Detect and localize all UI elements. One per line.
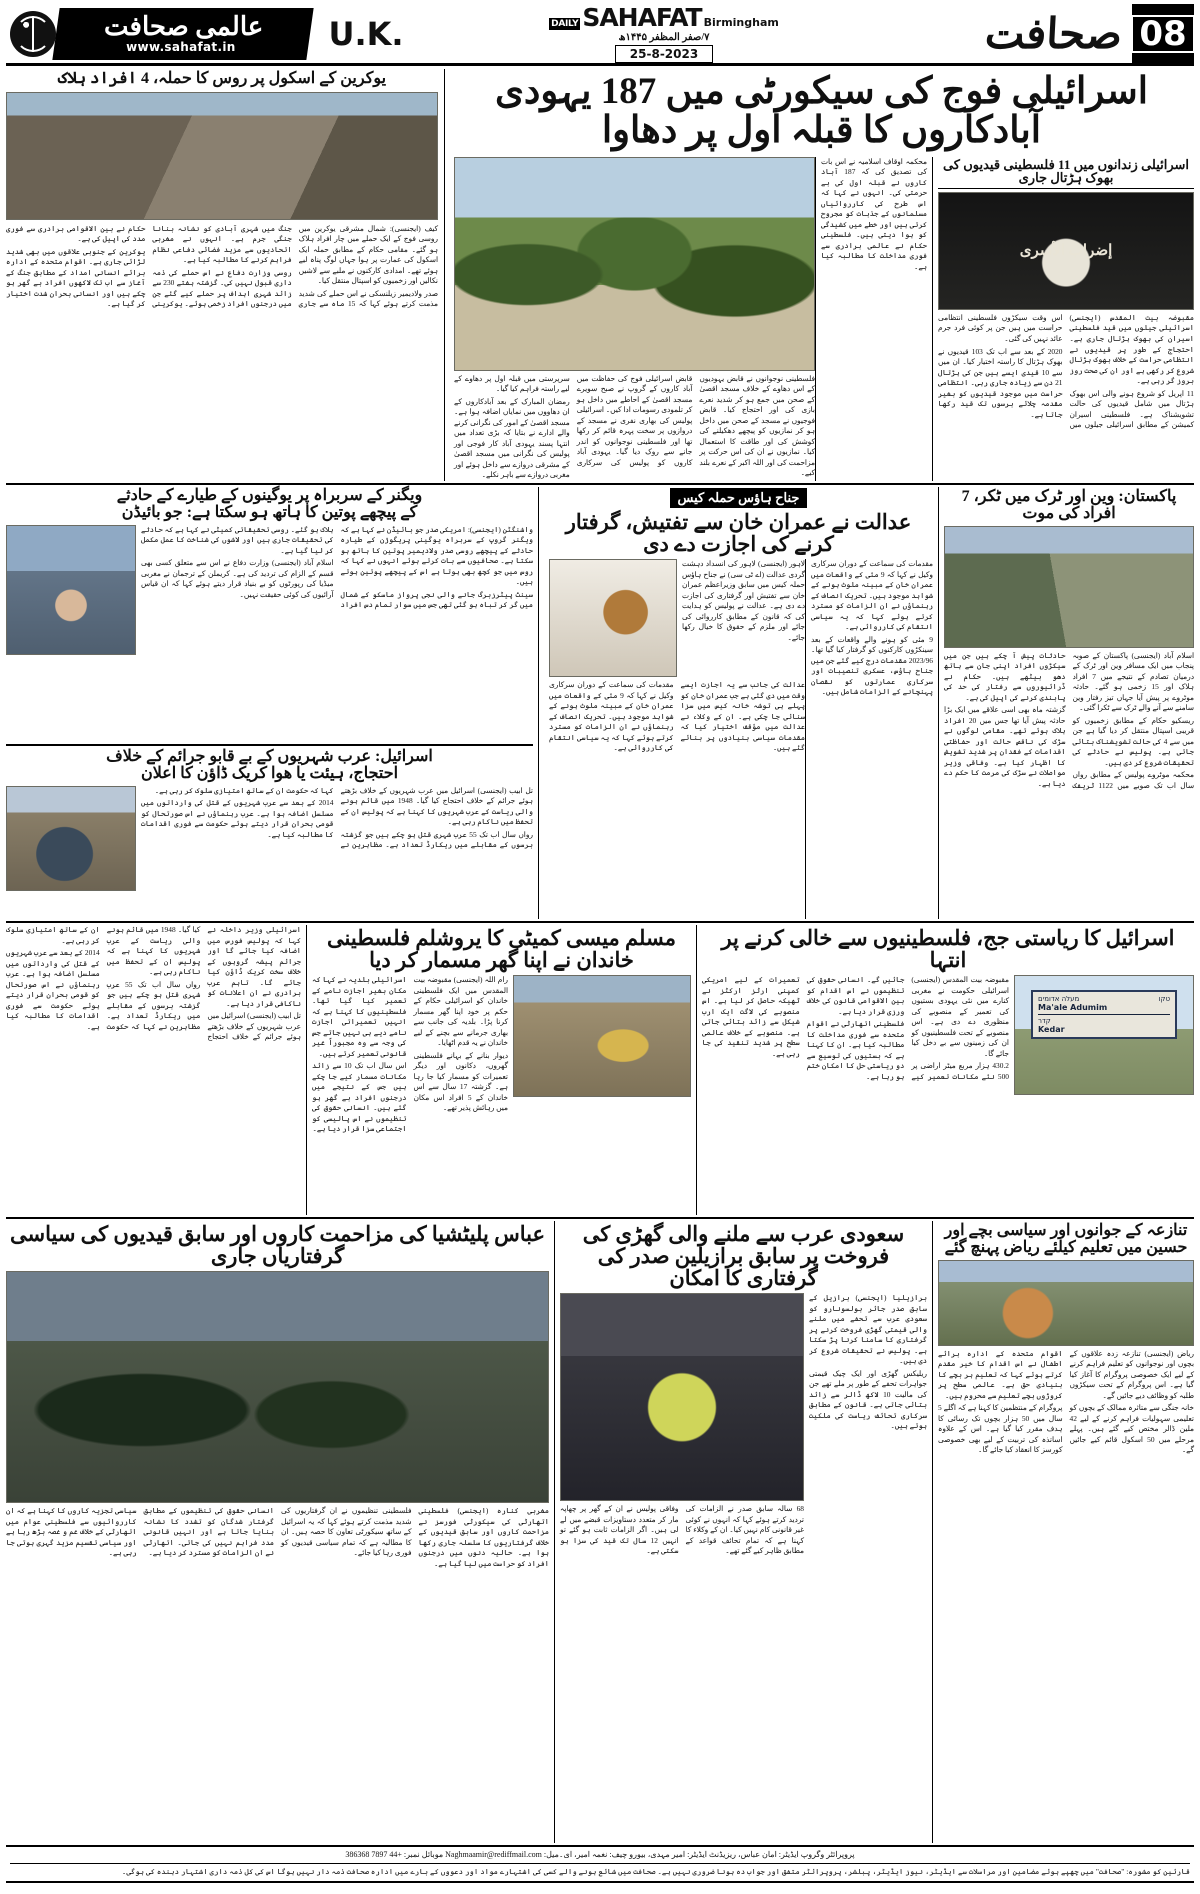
gavel-photo bbox=[549, 559, 677, 677]
paragraph: فلسطینی نوجوانوں نے قابض یہودیوں کے اس دھاوے کے خلاف مسجد اقصیٰ کے صحن میں جمع ہو کر شدید نعرے بازی کی اور احتجاج کیا۔ قابض فوجیوں نے مسجد کے صحن میں داخل ہو کر نمازیوں کو پیچھے دھکیلنے کی کوشش کی اور طاقت کا استعمال کیا۔ نمازیوں نے ان کی اس حرکت پر مزاحمت کی اور اللہ اکبر کے نعرے بلند کیے۔ bbox=[699, 373, 815, 478]
abbas-headline: عباس پلیٹشیا کی مزاحمت کاروں اور سابق قیدیوں کی سیاسی گرفتاریاں جاری bbox=[9, 1222, 546, 1269]
paragraph: مقبوضہ بیت المقدس (ایجنسی) اسرائیلی جیلوں میں قید فلسطینی اسیران کی بھوک ہڑتال جاری ہے۔ احتجاج کے طور پر قیدیوں نے انتظامی حراست کے خلاف بھوک ہڑتال شروع کر رکھی ہے اور ان کی صحت روز بروز گر رہی ہے۔ bbox=[1069, 312, 1194, 386]
saudi-body bbox=[560, 1504, 804, 1843]
sign-text-2: Kedar bbox=[1038, 1025, 1065, 1035]
demolition-body bbox=[312, 975, 508, 1215]
paragraph: تل ابیب (ایجنسی) اسرائیل میں عرب شہریوں کے خلاف بڑھتے ہوئے جرائم کے خلاف احتجاج کیا گیا۔ 1948 میں قائم ہونے والی ریاست کے عرب شہریوں کا کہنا ہے کہ پولیس ان کے تحفظ میں ناکام رہی ہے۔ bbox=[106, 925, 301, 1042]
hunger-strike-headline: اسرائیلی زندانوں میں 11 فلسطینی قیدیوں کی بھوک ہڑتال جاری bbox=[942, 156, 1190, 186]
jinnah-main-col bbox=[544, 559, 805, 919]
pakistan-crash-story bbox=[938, 487, 1194, 919]
israel-arab-headline-line2: احتجاج، ہیئت یا ھوا کریک ڈاؤن کا اعلان bbox=[140, 764, 399, 782]
sign-hebrew-1: מעלה אדומים bbox=[1038, 995, 1080, 1004]
edition-label: U.K. bbox=[328, 14, 404, 53]
masthead-center bbox=[426, 4, 902, 63]
saudi-col-1 bbox=[809, 1293, 927, 1843]
paragraph: واشنگٹن (ایجنسی): امریکی صدر جو بائیڈن نے کہا ہے کہ ویگنر گروپ کے سربراہ یوگینی پریگوژن کے طیارہ حادثے کے پیچھے روسی صدر ولادیمیر پوتین کا ہاتھ ہو سکتا ہے۔ صحافیوں سے بات کرتے ہوئے انہوں نے کہا کہ روس میں جو کچھ بھی ہوتا ہے اس کے پیچھے پوتین ہوتے ہیں۔ bbox=[340, 524, 533, 587]
abbas-body bbox=[6, 1506, 549, 1843]
israel-arab-cities-story bbox=[6, 748, 533, 919]
divider bbox=[10, 1863, 1190, 1864]
paragraph: عدالت کی جانب سے یہ اجازت ایسے وقت میں دی گئی ہے جب عمران خان کو پہلے ہی توشہ خانہ کیس میں سزا سنائی جا چکی ہے۔ ان کے وکلاء نے عدالت میں مؤقف اختیار کیا کہ مقدمات سیاسی بنیادوں پر بنائے گئے ہیں۔ bbox=[680, 680, 805, 753]
jinnah-col-1 bbox=[682, 559, 805, 677]
paragraph: فلسطینی تنظیموں نے ان گرفتاریوں کی شدید مذمت کرتے ہوئے کہا کہ یہ اسرائیل کے ساتھ سیکورٹی تعاون کا حصہ ہیں۔ ان کا مطالبہ ہے کہ تمام سیاسی قیدیوں کو فوری رہا کیا جائے۔ bbox=[281, 1506, 412, 1558]
pakistan-crash-body bbox=[944, 651, 1194, 919]
urdu-logo-text: صحافت bbox=[983, 11, 1124, 58]
children-headline: تنازعہ کے جوانوں اور سیاسی بچے اور حسین میں تعلیم کیلئے ریاض پہنچ گئے bbox=[944, 1222, 1188, 1256]
saudi-watch-story bbox=[554, 1221, 932, 1843]
saudi-main bbox=[560, 1293, 804, 1843]
paragraph: اقوام متحدہ کے ادارہ برائے اطفال نے اس اقدام کا خیر مقدم کرتے ہوئے کہا کہ تعلیم ہر بچے کا بنیادی حق ہے۔ عالمی سطح پر کروڑوں بچے تعلیم سے محروم ہیں۔ bbox=[938, 1348, 1063, 1400]
paragraph: 2014 کے بعد سے عرب شہریوں کے قتل کی وارداتوں میں مسلسل اضافہ ہوا ہے۔ عرب رہنماؤں نے اس صورتحال کو قومی بحران قرار دیتے ہوئے حکومت سے فوری اقدامات کا مطالبہ کیا ہے۔ bbox=[141, 798, 334, 839]
daily-label: DAILY bbox=[551, 18, 579, 29]
paper-title-row bbox=[549, 2, 779, 32]
lead-photo bbox=[454, 157, 815, 371]
third-section bbox=[6, 925, 1194, 1215]
hunger-strike-body bbox=[938, 313, 1194, 481]
footer bbox=[6, 1847, 1194, 1879]
paragraph: محکمہ موٹروے پولیس کے مطابق رواں سال اب تک صوبے میں 1122 ٹریفک حادثات پیش آ چکے ہیں جن میں سیکڑوں افراد اپنی جان سے ہاتھ دھو بیٹھے ہیں۔ حکام نے ڈرائیوروں سے رفتار کی حد کی پابندی کرنے کی اپیل کی ہے۔ bbox=[944, 650, 1195, 790]
ukraine-story bbox=[6, 69, 445, 481]
israel-arab-headline bbox=[6, 748, 533, 786]
paragraph: ریلیکس گھڑی اور ایک چیک قیمتی جواہرات تحفے کے طور پر ملے تھے جن کی مالیت 10 لاکھ ڈالر سے زائد بتائی جاتی ہے۔ قانون کے مطابق سرکاری تحائف ریاست کی ملکیت ہوتے ہیں۔ bbox=[809, 1368, 928, 1431]
kedar-settlement-story bbox=[696, 925, 1194, 1215]
ukraine-headline: یوکرین کے اسکول پر روس کا حملہ، 4 افراد ہلاک bbox=[57, 70, 387, 87]
left-middle-stack bbox=[6, 487, 538, 919]
paragraph: مقدمات کی سماعت کے دوران سرکاری وکیل نے کہا کہ 9 مئی کے واقعات میں عمران خان کے مبینہ ملوث ہونے کے شواہد موجود ہیں۔ تحریک انصاف کے رہنماؤں نے ان الزامات کو مسترد کرتے ہوئے کہا کہ یہ سیاسی انتقام کی کارروائی ہے۔ bbox=[811, 559, 933, 632]
lead-main bbox=[449, 157, 932, 481]
paragraph: تعمیرات کے لیے امریکی کمپنی ارٹز ارکٹز نے ٹھیکہ حاصل کر لیا ہے۔ اس منصوبے کی لاگت ایک ارب شیکل سے زائد بتائی جاتی ہے۔ منصوبے کے خلاف عالمی سطح پر شدید تنقید کی جا رہی ہے۔ bbox=[702, 975, 800, 1058]
ukraine-photo bbox=[6, 92, 438, 220]
putin-biden-story bbox=[6, 487, 533, 742]
jinnah-house-story bbox=[538, 487, 938, 919]
paragraph: وفاقی پولیس نے ان کے گھر پر چھاپہ مار کر متعدد دستاویزات قبضے میں لے لی ہیں۔ اگر الزامات ثابت ہو گئے تو انہیں 12 سال تک قید کی سزا ہو سکتی ہے۔ bbox=[560, 1504, 679, 1556]
paragraph: دیوار بنانے کے بہانے فلسطینی گھروں، دکانوں اور دیگر تعمیرات کو مسمار کیا جا رہا ہے۔ گزشتہ 17 سال سے اس خاندان کے 5 افراد اس مکان میں رہائش پذیر تھے۔ bbox=[413, 1050, 508, 1113]
kedar-body bbox=[702, 975, 1009, 1215]
paragraph: رام اللہ (ایجنسی) مقبوضہ بیت المقدس میں ایک فلسطینی خاندان کو اسرائیلی حکام کے حکم پر خود اپنا گھر مسمار کرنا پڑا۔ بلدیہ کی جانب سے بھاری جرمانے سے بچنے کے لیے خاندان نے یہ قدم اٹھایا۔ bbox=[413, 975, 508, 1048]
putin-headline bbox=[6, 487, 533, 525]
children-photo bbox=[938, 1260, 1194, 1346]
biden-photo bbox=[6, 525, 136, 655]
paragraph: یوکرین کے جنوبی علاقوں میں بھی شدید لڑائی جاری ہے۔ اقوام متحدہ کے ادارہ برائے انسانی امداد کے مطابق جنگ کے آغاز سے اب تک لاکھوں افراد بے گھر ہو چکے ہیں اور انسانی بحران شدت اختیار کر گیا ہے۔ bbox=[6, 246, 146, 309]
paragraph: پروگرام کے منتظمین کا کہنا ہے کہ اگلے 5 سال میں 50 ہزار بچوں تک رسائی کا ہدف مقرر کیا گیا ہے۔ اس کے علاوہ اساتذہ کی تربیت کے لیے بھی خصوصی کورسز کا انعقاد کیا جائے گا۔ bbox=[938, 1403, 1063, 1455]
paragraph: گزشتہ ماہ بھی اسی علاقے میں ایک بڑا حادثہ پیش آیا تھا جس میں 20 افراد ہلاک ہوئے تھے۔ مقامی لوگوں نے سڑک کی ناقص حالت اور حفاظتی اقدامات کے فقدان پر شدید تشویش کا اظہار کیا ہے۔ وفاقی وزیر مواصلات نے سڑک کی مرمت کا حکم دے دیا ہے۔ bbox=[944, 705, 1066, 788]
lead-story bbox=[449, 69, 1194, 481]
paragraph: مقبوضہ بیت المقدس (ایجنسی) اسرائیلی حکومت نے مغربی کنارے میں نئی یہودی بستیوں کی تعمیر کے منصوبے کی منظوری دے دی ہے۔ اس منصوبے کے تحت فلسطینیوں کو ان کی زمینوں سے بے دخل کیا جائے گا۔ bbox=[911, 975, 1009, 1058]
paragraph: اسرائیلی وزیر داخلہ نے کہا کہ پولیس فورس میں اضافہ کیا جائے گا اور جرائم پیشہ گروہوں کے خلاف سخت کریک ڈاؤن کیا جائے گا۔ تاہم عرب برادری نے ان اعلانات کو ناکافی قرار دیا ہے۔ bbox=[207, 925, 301, 1008]
page-number-badge bbox=[1132, 4, 1194, 63]
paragraph: فلسطینی اتھارٹی نے اقوام متحدہ سے فوری مداخلت کا مطالبہ کیا ہے۔ ان کا کہنا ہے کہ بستیوں کی توسیع سے دو ریاستی حل کا امکان ختم ہو رہا ہے۔ bbox=[806, 1019, 905, 1081]
putin-headline-line2: کے پیچھے پوتین کا ہاتھ ہو سکتا ہے: جو بائیڈن bbox=[121, 503, 418, 521]
lead-headline: اسرائیلی فوج کی سیکورٹی میں 187 یہودی آبادکاروں کا قبلہ اول پر دھاوا bbox=[494, 71, 1149, 151]
section-divider bbox=[6, 921, 1194, 923]
paragraph: 9 مئی کو ہونے والے واقعات کے بعد سینکڑوں کارکنوں کو گرفتار کیا گیا تھا۔ 2023/96 مقدمات درج کیے گئے جن میں جناح ہاؤس، عسکری تنصیبات اور سرکاری عمارتوں کو نقصان پہنچانے کے الزامات شامل ہیں۔ bbox=[811, 634, 933, 697]
soldiers-photo bbox=[6, 1271, 549, 1503]
poster-arabic-text: إضراب الأسرى bbox=[1019, 243, 1113, 260]
demolition-story bbox=[306, 925, 696, 1215]
paragraph: رواں سال اب تک 55 عرب شہری قتل ہو چکے ہیں جو گزشتہ برسوں کے مقابلے میں ریکارڈ تعداد ہے۔ مظاہرین نے کہا کہ حکومت ان کے ساتھ امتیازی سلوک کر رہی ہے۔ bbox=[154, 785, 533, 850]
paper-city: Birmingham bbox=[703, 15, 779, 29]
section-divider bbox=[6, 1217, 1194, 1219]
israel-arab-continuation bbox=[6, 925, 306, 1215]
section-divider bbox=[6, 483, 1194, 485]
pakistan-crash-photo bbox=[944, 526, 1194, 648]
paragraph: قابض اسرائیلی فوج کی حفاظت میں آباد کاروں کے گروپ نے صبح سویرے مسجد اقصیٰ کے احاطے میں داخل ہو کر تلمودی رسومات ادا کیں۔ اسرائیلی پولیس کی بھاری نفری نے مسجد کے دروازوں پر سخت پہرہ قائم کر رکھا تھا اور فلسطینی نوجوانوں کو اندر جانے سے روک دیا گیا۔ یہودی آباد کاروں کو پولیس کی سرکاری سرپرستی میں قبلہ اول پر دھاوے کے لیے راستہ فراہم کیا گیا۔ bbox=[454, 373, 693, 467]
jinnah-col-3 bbox=[805, 559, 933, 919]
putin-body bbox=[141, 525, 533, 742]
paragraph: اسرائیلی بلدیہ نے کہا کہ مکان بغیر اجازت نامے کے تعمیر کیا گیا تھا۔ فلسطینیوں کا کہنا ہے کہ انہیں تعمیراتی اجازت نامے دیے ہی نہیں جاتے جس کی وجہ سے وہ مجبوراً غیر قانونی تعمیر کرتے ہیں۔ bbox=[312, 975, 407, 1058]
brand-arabic-text: عالمی صحافت bbox=[104, 11, 264, 41]
paragraph: روسی وزارت دفاع نے اس حملے کی ذمہ داری قبول نہیں کی۔ گزشتہ ہفتے 230 سے زائد شہری اہداف پر حملے کیے گئے جن میں درجنوں افراد زخمی ہوئے۔ یوکرینی حکام نے بین الاقوامی برادری سے فوری مدد کی اپیل کی ہے۔ bbox=[6, 223, 292, 309]
paragraph: رمضان المبارک کے بعد آبادکاروں کے ان دھاووں میں نمایاں اضافہ ہوا ہے۔ مسجد اقصیٰ کے امور کی نگرانی کرنے والے ادارے نے بتایا کہ بڑی تعداد میں انتہا پسند یہودی آباد کار فوجی اور پولیس کی نگرانی میں مسجد اقصیٰ کے مشرقی دروازے سے داخل ہوئے اور مغربی دروازے سے باہر نکلے۔ bbox=[454, 396, 570, 480]
jinnah-house-kicker: جناح ہاؤس حملہ کیس bbox=[670, 488, 808, 508]
paragraph: 11 اپریل کو شروع ہونے والی اس بھوک ہڑتال میں شامل قیدیوں کی حالت تشویشناک ہے۔ فلسطینی اسیران کمیشن کے مطابق اسرائیلی جیلوں میں اس وقت سیکڑوں فلسطینی انتظامی حراست میں ہیں جن پر کوئی فرد جرم عائد نہیں کی گئی۔ bbox=[938, 312, 1194, 430]
lead-photo-col bbox=[449, 157, 815, 481]
page-number: 08 bbox=[1131, 15, 1194, 53]
ukraine-body bbox=[6, 224, 438, 481]
israel-arab-headline-line1: اسرائیل: عرب شہریوں کے بے قابو جرائم کے خلاف bbox=[106, 748, 433, 765]
globe-icon bbox=[10, 11, 56, 57]
paragraph: سینٹ پیٹرزبرگ جانے والی نجی پرواز ماسکو کے شمال میں گر کر تباہ ہو گئی تھی جس میں سوار تمام دس افراد ہلاک ہو گئے۔ روسی تحقیقاتی کمیٹی نے کہا ہے کہ حادثے کی تحقیقات جاری ہیں اور لاشوں کی شناخت کا عمل مکمل کر لیا گیا ہے۔ bbox=[141, 524, 533, 610]
kedar-headline: اسرائیل کا ریاستی جج، فلسطینیوں سے خالی کرنے پر انتہا bbox=[721, 926, 1175, 973]
saudi-watch-headline: سعودی عرب سے ملنے والی گھڑی کی فروخت پر سابق برازیلین صدر کی گرفتاری کا امکان bbox=[582, 1222, 905, 1291]
website-url[interactable]: www.sahafat.in bbox=[126, 39, 236, 54]
lead-photo-undertext bbox=[454, 374, 815, 481]
paragraph: سیاسی تجزیہ کاروں کا کہنا ہے کہ ان کارروائیوں سے فلسطینی عوام میں اتھارٹی کے خلاف غم و غصہ بڑھ رہا ہے اور سیاسی تقسیم مزید گہری ہوتی جا رہی ہے۔ bbox=[6, 1506, 137, 1558]
paragraph: مقدمات کی سماعت کے دوران سرکاری وکیل نے کہا کہ 9 مئی کے واقعات میں عمران خان کے مبینہ ملوث ہونے کے شواہد موجود ہیں۔ تحریک انصاف کے رہنماؤں نے ان الزامات کو مسترد کرتے ہوئے کہا کہ یہ سیاسی انتقام کی کارروائی ہے۔ bbox=[549, 680, 674, 753]
children-body bbox=[938, 1349, 1194, 1843]
brand-block bbox=[6, 4, 306, 63]
paragraph: برازیلیا (ایجنسی) برازیل کے سابق صدر جائر بولسونارو کو سعودی عرب سے تحفے میں ملنے والی قیمتی گھڑی فروخت کرنے پر گرفتاری کا سامنا کرنا پڑ سکتا ہے۔ پولیس نے تحقیقات شروع کر دی ہیں۔ bbox=[809, 1293, 927, 1366]
paragraph: اسلام آباد (ایجنسی) پاکستان کے صوبہ پنجاب میں ایک مسافر وین اور ٹرک کے درمیان تصادم کے نتیجے میں 7 افراد ہلاک اور 15 زخمی ہو گئے۔ حادثہ موٹروے پر پیش آیا جہاں تیز رفتار وین سامنے سے آنے والے ٹرک سے ٹکرا گئی۔ bbox=[1072, 650, 1195, 713]
car-wreck-photo bbox=[6, 786, 136, 891]
footer-disclaimer: قارئین کو مشورہ: "صحافت" میں چھپے ہوئے مضامین اور مراسلات سے ایڈیٹر، نیوز ایڈیٹر، پبلشر، پروپرائٹر متفق اور جواب دہ ہونا ضروری نہیں ہے۔ صحافت میں شائع ہونے والے کسی کی اشتہارے مواد اور دعووں کے بارے میں ادارہ صحافت ذمہ دار نہیں ہوگا اس کی کل ذمہ داری اشتہار دہندہ کی ہوگی۔ bbox=[121, 1867, 1190, 1876]
paragraph: 430.2 ہزار مربع میٹر اراضی پر 500 نئے مکانات تعمیر کیے جائیں گے۔ انسانی حقوق کی تنظیموں نے اس اقدام کو بین الاقوامی قانون کی خلاف ورزی قرار دیا ہے۔ bbox=[806, 975, 1009, 1081]
urdu-logo bbox=[900, 4, 1133, 63]
jinnah-col-2 bbox=[549, 680, 805, 919]
sign-number: טקו bbox=[1158, 995, 1170, 1004]
pakistan-crash-headline: پاکستان: وین اور ٹرک میں ٹکر، 7 افراد کی موت bbox=[961, 488, 1177, 522]
brand-banner bbox=[52, 8, 313, 60]
middle-section bbox=[6, 487, 1194, 919]
israel-arab-body bbox=[141, 786, 533, 919]
bolsonaro-photo bbox=[560, 1293, 804, 1501]
footer-bottom-rule bbox=[6, 1881, 1194, 1883]
top-section bbox=[6, 69, 1194, 481]
paragraph: 2014 کے بعد سے عرب شہریوں کے قتل کی وارداتوں میں مسلسل اضافہ ہوا ہے۔ عرب رہنماؤں نے اس صورتحال کو قومی بحران قرار دیتے ہوئے حکومت سے فوری اقدامات کا مطالبہ کیا ہے۔ bbox=[6, 948, 100, 1031]
paragraph: تل ابیب (ایجنسی) اسرائیل میں عرب شہریوں کے خلاف بڑھتے ہوئے جرائم کے خلاف احتجاج کیا گیا۔ 1948 میں قائم ہونے والی ریاست کے عرب شہریوں کا کہنا ہے کہ پولیس ان کے تحفظ میں ناکام رہی ہے۔ bbox=[340, 785, 533, 827]
demolition-headline: مسلم میسی کمیٹی کا یروشلم فلسطینی خاندان نے اپنا گھر مسمار کر دیا bbox=[327, 926, 676, 973]
sign-text-1: Ma'ale Adumim bbox=[1038, 1003, 1108, 1013]
paragraph: مغربی کنارہ (ایجنسی) فلسطینی اتھارٹی کی سیکورٹی فورسز نے مزاحمت کاروں اور سابق قیدیوں کے خلاف گرفتاریوں کا سلسلہ جاری رکھا ہوا ہے۔ حالیہ دنوں میں درجنوں افراد کو حراست میں لیا گیا ہے۔ bbox=[418, 1506, 549, 1568]
paragraph: اسلام آباد (ایجنسی) وزارت دفاع نے اس سے متعلق کسی بھی قسم کے الزام کی تردید کی ہے۔ کریملن کے ترجمان نے مغربی میڈیا کی رپورٹوں کو بے بنیاد قرار دیتے ہوئے کہا کہ ان قیاس آرائیوں کی کوئی حقیقت نہیں۔ bbox=[141, 558, 334, 599]
hijri-date: ۷/صفر المظفر ۱۴۴۵ھ bbox=[618, 31, 710, 43]
divider bbox=[938, 188, 1194, 189]
paragraph: کیف (ایجنسی): شمال مشرقی یوکرین میں روسی فوج کے ایک حملے میں چار افراد ہلاک ہو گئے۔ مقامی حکام کے مطابق حملہ ایک اسکول کی عمارت پر ہوا جہاں لوگ پناہ لیے ہوئے تھے۔ امدادی کارکنوں نے ملبے سے لاشیں نکالیں اور زخمیوں کو اسپتال منتقل کیا۔ bbox=[298, 223, 438, 286]
paragraph: محکمہ اوقاف اسلامیہ نے اس بات کی تصدیق کی کہ 187 آباد کاروں نے قبلہ اول کی بے حرمتی کی۔ انہوں نے کہا کہ اس طرح کی کارروائیاں مسلمانوں کے جذبات کو مجروح کرتی ہیں اور خطے میں کشیدگی کو ہوا دیتی ہیں۔ فلسطینی حکام نے عالمی برادری سے فوری مداخلت کا مطالبہ کیا ہے۔ bbox=[821, 156, 928, 271]
lead-col-4 bbox=[815, 157, 927, 481]
paragraph: اس سال اب تک 10 سے زائد مکانات مسمار کیے جا چکے ہیں جس کے نتیجے میں درجنوں افراد بے گھر ہو گئے ہیں۔ انسانی حقوق کی تنظیموں نے اس پالیسی کو اجتماعی سزا قرار دیا ہے۔ bbox=[312, 1061, 407, 1134]
hunger-strike-photo bbox=[938, 192, 1194, 310]
hunger-strike-story bbox=[932, 157, 1194, 481]
footer-credits: پروپرائٹر وگروپ ایڈیٹر: امان عباس، ریزیڈنٹ ایڈیٹر: امیر مہدی، بیورو چیف: نغمہ امیر، ای۔میل: Naghmaamir@rediffmail.com موبائل نمبر: +44 7897 386368 bbox=[345, 1850, 855, 1859]
bulldozer-photo bbox=[513, 975, 691, 1097]
paragraph: ریسکیو حکام کے مطابق زخمیوں کو قریبی اسپتال منتقل کر دیا گیا ہے جن میں سے 4 کی حالت تشویشناک بتائی جاتی ہے۔ پولیس نے حادثے کی تحقیقات شروع کر دی ہیں۔ bbox=[1072, 715, 1194, 767]
issue-date: 25-8-2023 bbox=[615, 45, 713, 63]
paragraph: 68 سالہ سابق صدر نے الزامات کی تردید کرتے ہوئے کہا کہ انہوں نے کوئی غیر قانونی کام نہیں کیا۔ ان کے وکلاء کا کہنا ہے کہ تمام تحائف قواعد کے مطابق ظاہر کیے گئے تھے۔ bbox=[685, 1504, 804, 1556]
putin-headline-line1: ویگنر کے سربراہ پر یوگینوں کے طیارے کے حادثے bbox=[116, 487, 423, 504]
paragraph: 2020 کے بعد سے اب تک 103 قیدیوں نے بھوک ہڑتال کا راستہ اختیار کیا۔ ان میں سے 10 قیدی ایسے ہیں جن کی ہڑتال 21 دن سے زیادہ جاری رہی۔ انتظامی حراست میں موجود قیدیوں کو بغیر مقدمہ چلائے برسوں تک قید رکھا جاتا ہے۔ bbox=[938, 346, 1063, 419]
abbas-story bbox=[6, 1221, 554, 1843]
paragraph: خانہ جنگی سے متاثرہ ممالک کے بچوں کو تعلیمی سہولیات فراہم کرنے کے لیے 42 ملین ڈالر مختص کیے گئے ہیں۔ پہلے مرحلے میں 50 اسکول قائم کیے جائیں گے۔ bbox=[1069, 1403, 1194, 1455]
paragraph: انسانی حقوق کی تنظیموں کے مطابق گرفتار شدگان کو تشدد کا نشانہ بنایا جاتا ہے اور انہیں قانونی مدد فراہم نہیں کی جاتی۔ اتھارٹی نے ان الزامات کو مسترد کر دیا ہے۔ bbox=[143, 1506, 274, 1558]
paragraph: ریاض (ایجنسی) تنازعہ زدہ علاقوں کے بچوں اور نوجوانوں کو تعلیم فراہم کرنے کے لیے ایک خصوصی پروگرام کا آغاز کیا گیا ہے۔ اس پروگرام کے تحت سیکڑوں طلبہ کو وظائف دیے جائیں گے۔ bbox=[1069, 1348, 1194, 1400]
paragraph: رواں سال اب تک 55 عرب شہری قتل ہو چکے ہیں جو گزشتہ برسوں کے مقابلے میں ریکارڈ تعداد ہے۔ مظاہرین نے کہا کہ حکومت ان کے ساتھ امتیازی سلوک کر رہی ہے۔ bbox=[6, 925, 201, 1031]
bottom-section bbox=[6, 1221, 1194, 1843]
jinnah-house-headline: عدالت نے عمران خان سے تفتیش، گرفتار کرنے کی اجازت دے دی bbox=[565, 510, 912, 557]
paragraph: صدر ولادیمیر زیلنسکی نے اس حملے کی شدید مذمت کرتے ہوئے کہا کہ 15 ماہ سے جاری جنگ میں شہری آبادی کو نشانہ بنانا جنگی جرم ہے۔ انہوں نے مغربی اتحادیوں سے مزید فضائی دفاعی نظام فراہم کرنے کا مطالبہ کیا ہے۔ bbox=[152, 223, 438, 309]
paper-name: SAHAFAT bbox=[582, 2, 702, 32]
sign-hebrew-2: קדר bbox=[1038, 1017, 1051, 1026]
children-story bbox=[932, 1221, 1194, 1843]
paragraph: لاہور (ایجنسی) لاہور کی انسداد دہشت گردی عدالت (اے ٹی سی) نے جناح ہاؤس حملہ کیس میں سابق وزیراعظم عمران خان سے تفتیش اور گرفتاری کی اجازت دے دی ہے۔ عدالت نے پولیس کو ہدایت کی کہ قانون کے مطابق کارروائی کی جائے اور ملزم کے حقوق کا خیال رکھا جائے۔ bbox=[682, 559, 805, 642]
divider bbox=[6, 744, 533, 746]
masthead bbox=[6, 4, 1194, 66]
road-sign-photo bbox=[1014, 975, 1194, 1095]
